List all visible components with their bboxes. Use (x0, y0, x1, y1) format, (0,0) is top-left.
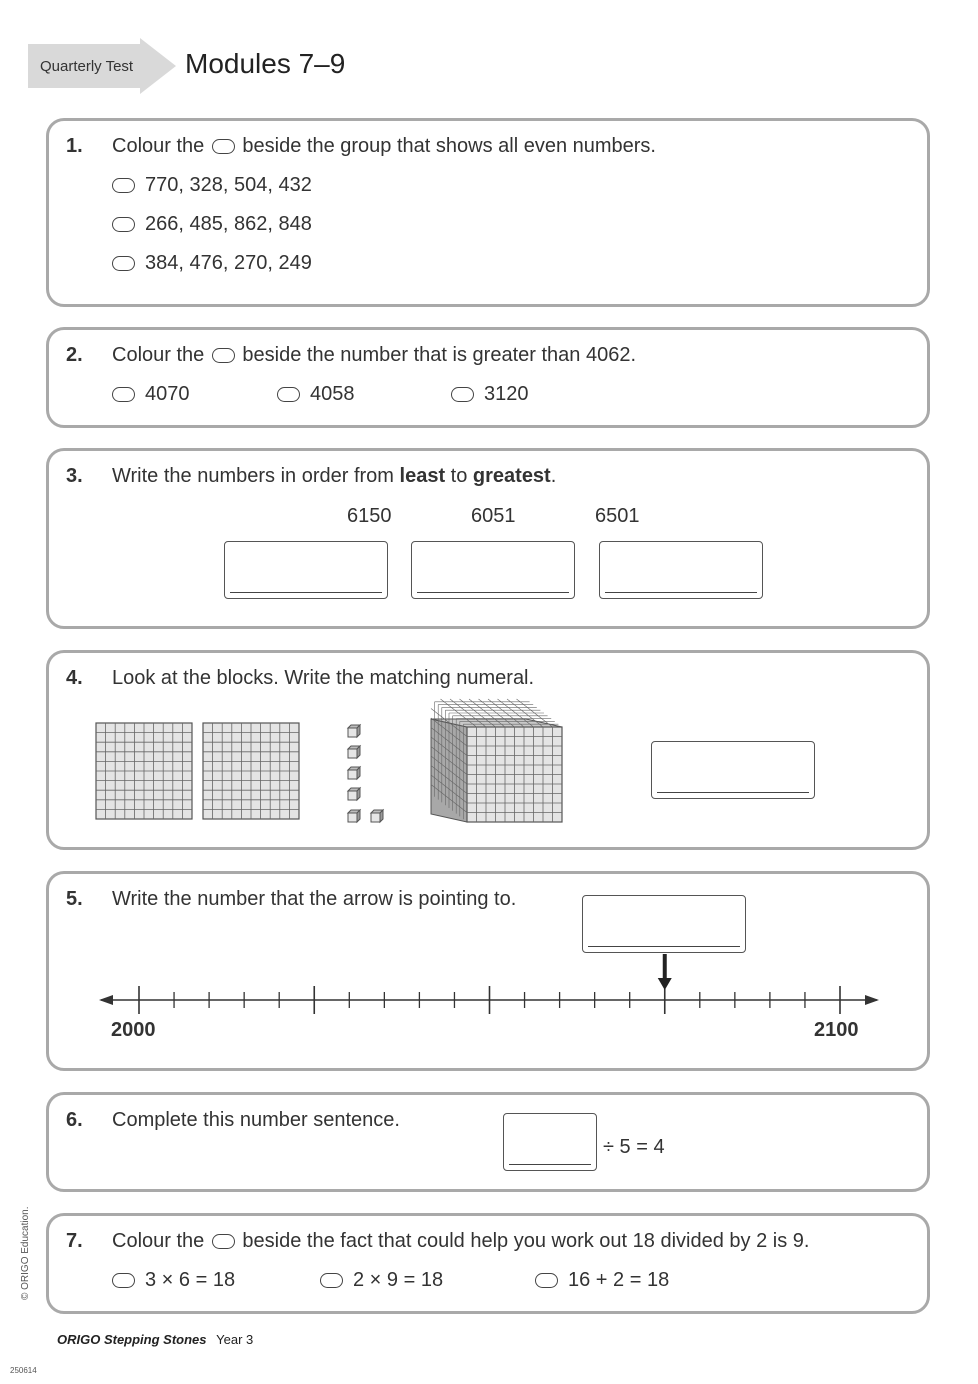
document-code: 250614 (10, 1366, 37, 1375)
footer-year: Year 3 (216, 1332, 254, 1347)
one-cube (348, 746, 360, 758)
answer-oval[interactable] (112, 178, 135, 193)
question-number: 6. (66, 1109, 83, 1131)
left-arrowhead (99, 995, 113, 1005)
option-label: 266, 485, 862, 848 (145, 213, 312, 235)
one-cube (348, 810, 360, 822)
option-label: 384, 476, 270, 249 (145, 252, 312, 274)
thousand-cube (431, 699, 562, 822)
option-c[interactable] (535, 1269, 669, 1292)
answer-oval[interactable] (277, 387, 300, 402)
answer-box-middle[interactable] (411, 541, 575, 599)
question-number: 7. (66, 1230, 83, 1252)
number-to-order: 6150 (347, 505, 392, 527)
option-label: 16 + 2 = 18 (568, 1269, 670, 1291)
question-text (112, 344, 636, 367)
answer-box-numeral[interactable] (651, 741, 815, 799)
answer-oval[interactable] (112, 256, 135, 271)
question-number: 4. (66, 667, 83, 689)
instruction-pre: Colour the (112, 135, 205, 157)
question-7-card (46, 1213, 930, 1314)
answer-oval[interactable] (535, 1273, 558, 1288)
answer-oval[interactable] (451, 387, 474, 402)
instruction-post: beside the number that is greater than 4062. (242, 344, 636, 366)
number-to-order: 6501 (595, 505, 640, 527)
option-a[interactable] (112, 383, 190, 406)
answer-oval[interactable] (320, 1273, 343, 1288)
question-number: 1. (66, 135, 83, 157)
instruction-pre: Colour the (112, 1230, 205, 1252)
question-number: 2. (66, 344, 83, 366)
answer-oval[interactable] (112, 387, 135, 402)
tag-label: Quarterly Test (40, 58, 134, 75)
number-line (95, 950, 890, 1020)
one-cube (348, 725, 360, 737)
option-a[interactable] (112, 1269, 235, 1292)
option-label: 4070 (145, 383, 190, 405)
answer-box-greatest[interactable] (599, 541, 763, 599)
division-equation: ÷ 5 = 4 (603, 1136, 665, 1158)
question-number: 5. (66, 888, 83, 910)
question-6-card (46, 1092, 930, 1192)
oval-icon (212, 1234, 235, 1249)
answer-oval[interactable] (112, 1273, 135, 1288)
one-cube (348, 788, 360, 800)
instruction-mid: to (445, 465, 473, 487)
question-text (112, 1230, 809, 1253)
instruction-pre: Write the numbers in order from (112, 465, 400, 487)
question-text: Look at the blocks. Write the matching numeral. (112, 667, 535, 689)
instruction-end: . (550, 465, 557, 487)
option-b[interactable] (320, 1269, 443, 1292)
instruction-post: beside the group that shows all even numbers. (242, 135, 656, 157)
hundred-flat (203, 723, 299, 819)
oval-icon (212, 348, 235, 363)
hundred-flat (96, 723, 192, 819)
option-b[interactable] (277, 383, 355, 406)
page-title: Modules 7–9 (185, 48, 346, 79)
least-keyword: least (399, 465, 446, 487)
answer-box-dividend[interactable] (503, 1113, 597, 1171)
question-number: 3. (66, 465, 83, 487)
number-to-order: 6051 (471, 505, 516, 527)
right-arrowhead (865, 995, 879, 1005)
number-line-start-label: 2000 (111, 1019, 156, 1041)
footer-brand: ORIGO Stepping Stones (57, 1332, 207, 1347)
question-2-card (46, 327, 930, 428)
option-label: 770, 328, 504, 432 (145, 174, 312, 196)
answer-box-arrow[interactable] (582, 895, 746, 953)
one-cube (348, 767, 360, 779)
option-c[interactable] (112, 252, 312, 275)
pointer-arrow (658, 954, 672, 990)
base-ten-blocks (90, 695, 580, 830)
greatest-keyword: greatest (472, 465, 551, 487)
option-a[interactable] (112, 174, 312, 197)
option-label: 4058 (310, 383, 355, 405)
instruction-post: beside the fact that could help you work out 18 divided by 2 is 9. (242, 1230, 810, 1252)
question-text (112, 465, 556, 488)
question-text: Write the number that the arrow is pointing to. (112, 888, 517, 910)
option-c[interactable] (451, 383, 529, 406)
footer (57, 1332, 253, 1347)
number-line-end-label: 2100 (814, 1019, 859, 1041)
question-text: Complete this number sentence. (112, 1109, 400, 1131)
copyright-notice: © ORIGO Education. (20, 1206, 31, 1300)
oval-icon (212, 139, 235, 154)
one-cube (371, 810, 383, 822)
option-b[interactable] (112, 213, 312, 236)
option-label: 3 × 6 = 18 (145, 1269, 236, 1291)
instruction-pre: Colour the (112, 344, 205, 366)
option-label: 2 × 9 = 18 (353, 1269, 444, 1291)
answer-box-least[interactable] (224, 541, 388, 599)
option-label: 3120 (484, 383, 529, 405)
question-text (112, 135, 656, 158)
answer-oval[interactable] (112, 217, 135, 232)
